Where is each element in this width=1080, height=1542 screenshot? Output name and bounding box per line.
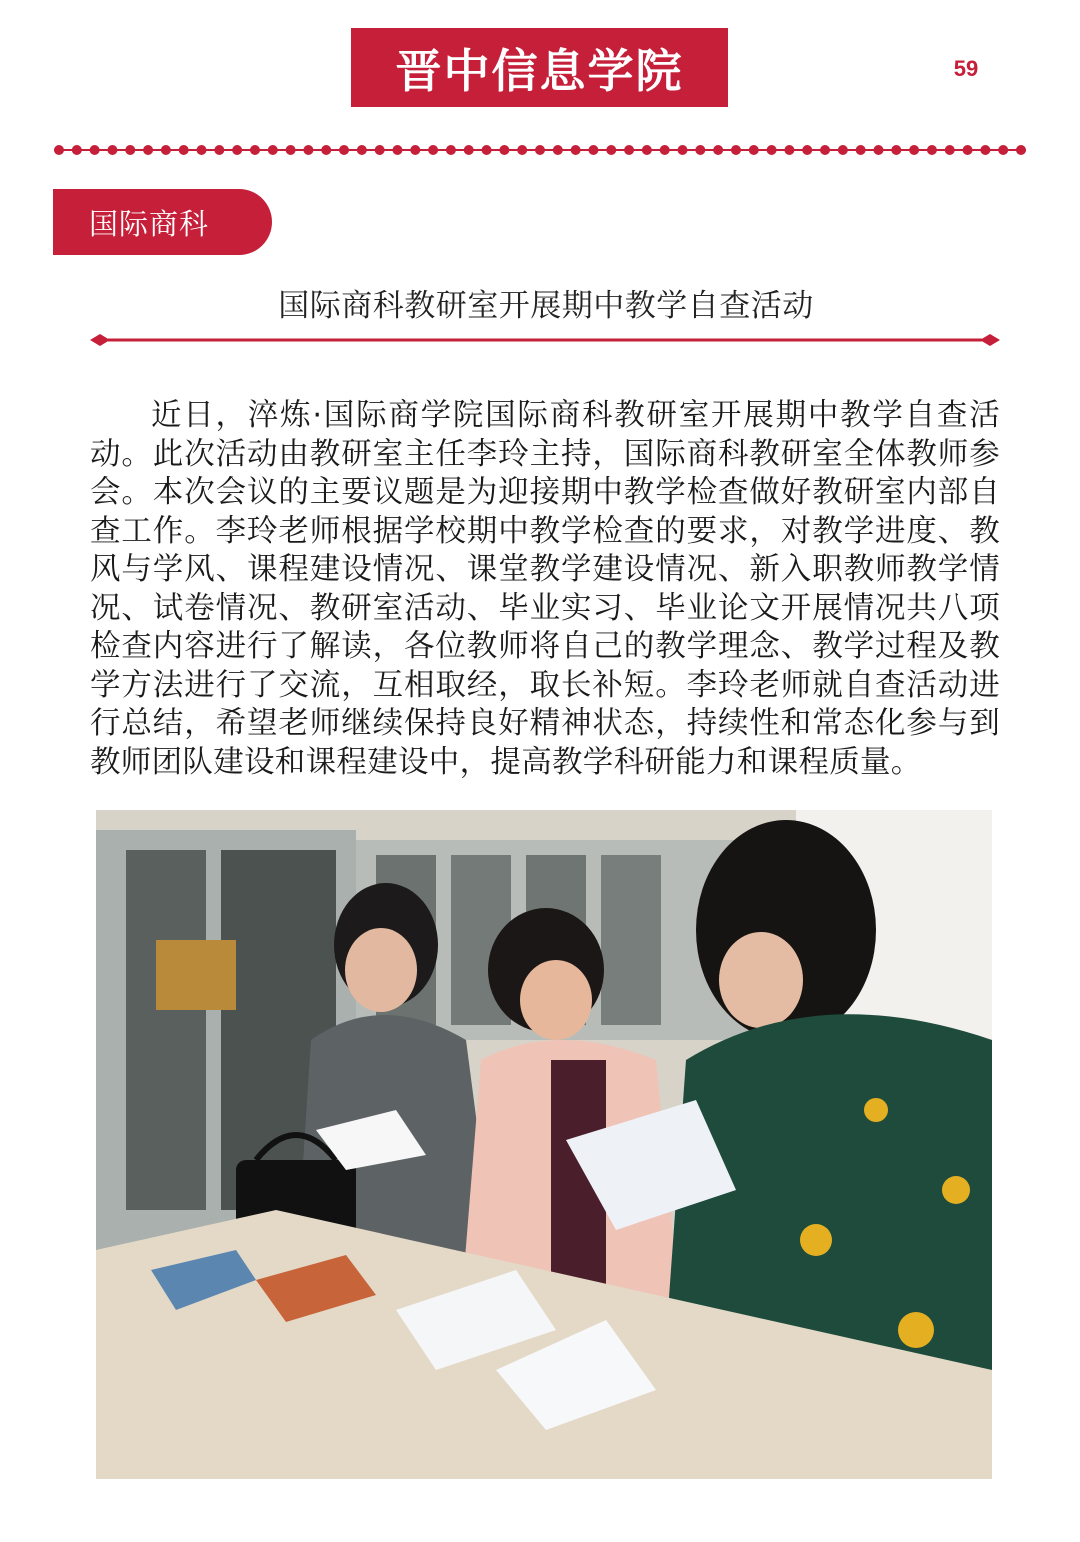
article-title: 国际商科教研室开展期中教学自查活动 — [278, 288, 814, 324]
divider-dot — [72, 145, 82, 155]
divider-dot — [678, 145, 688, 155]
divider-dot — [963, 145, 973, 155]
divider-dot — [321, 145, 331, 155]
divider-dot — [909, 145, 919, 155]
title-underline — [90, 330, 1000, 350]
divider-dot — [54, 145, 64, 155]
divider-dot — [286, 145, 296, 155]
divider-dot — [749, 145, 759, 155]
divider-dot — [375, 145, 385, 155]
divider-dot — [784, 145, 794, 155]
section-tab — [53, 189, 272, 255]
divider-dot — [695, 145, 705, 155]
divider-dot — [446, 145, 456, 155]
divider-dot — [268, 145, 278, 155]
divider-dot — [143, 145, 153, 155]
divider-dot — [482, 145, 492, 155]
divider-dot — [820, 145, 830, 155]
divider-dot — [802, 145, 812, 155]
publication-title: 晋中信息学院 — [351, 28, 728, 107]
divider-dot — [410, 145, 420, 155]
divider-dot — [107, 145, 117, 155]
divider-dot — [90, 145, 100, 155]
divider-dot — [214, 145, 224, 155]
divider-dot — [927, 145, 937, 155]
divider-dot — [998, 145, 1008, 155]
divider-dot — [642, 145, 652, 155]
divider-dot — [660, 145, 670, 155]
divider-dot — [1016, 145, 1026, 155]
divider-dot — [517, 145, 527, 155]
meeting-photo — [96, 810, 992, 1479]
divider-dot — [873, 145, 883, 155]
divider-dot — [499, 145, 509, 155]
divider-dot — [571, 145, 581, 155]
divider-dot — [731, 145, 741, 155]
section-label: 国际商科 — [89, 206, 210, 241]
page-number: 59 — [953, 56, 979, 81]
dotted-divider — [54, 143, 1026, 157]
article-body: 近日，淬炼·国际商学院国际商科教研室开展期中教学自查活动。此次活动由教研室主任李玲主持，国际商科教研室全体教师参会。本次会议的主要议题是为迎接期中教学检查做好教研室内部自查工作。李玲老师根据学校期中教学检查的要求，对教学进度、教风与学风、课程建设情况、课堂教学建设情况、新入职教师教学情况、试卷情况、教研室活动、毕业实习、毕业论文开展情况共八项检查内容进行了解读，各位教师将自己的教学理念、教学过程及教学方法进行了交流，互相取经，取长补短。李玲老师就自查活动进行总结，希望老师继续保持良好精神状态，持续性和常态化参与到教师团队建设和课程建设中，提高教学科研能力和课程质量。 — [90, 398, 1000, 780]
divider-dot — [945, 145, 955, 155]
divider-dot — [250, 145, 260, 155]
divider-dot — [232, 145, 242, 155]
divider-dot — [606, 145, 616, 155]
divider-dot — [197, 145, 207, 155]
divider-dot — [624, 145, 634, 155]
divider-dot — [980, 145, 990, 155]
divider-dot — [767, 145, 777, 155]
divider-dot — [125, 145, 135, 155]
divider-dot — [713, 145, 723, 155]
divider-dot — [339, 145, 349, 155]
divider-dot — [428, 145, 438, 155]
divider-dot — [891, 145, 901, 155]
divider-dot — [464, 145, 474, 155]
divider-dot — [535, 145, 545, 155]
divider-dot — [179, 145, 189, 155]
divider-dot — [856, 145, 866, 155]
divider-dot — [357, 145, 367, 155]
divider-dot — [588, 145, 598, 155]
divider-dot — [838, 145, 848, 155]
divider-dot — [161, 145, 171, 155]
divider-dot — [553, 145, 563, 155]
divider-dot — [392, 145, 402, 155]
divider-dot — [303, 145, 313, 155]
